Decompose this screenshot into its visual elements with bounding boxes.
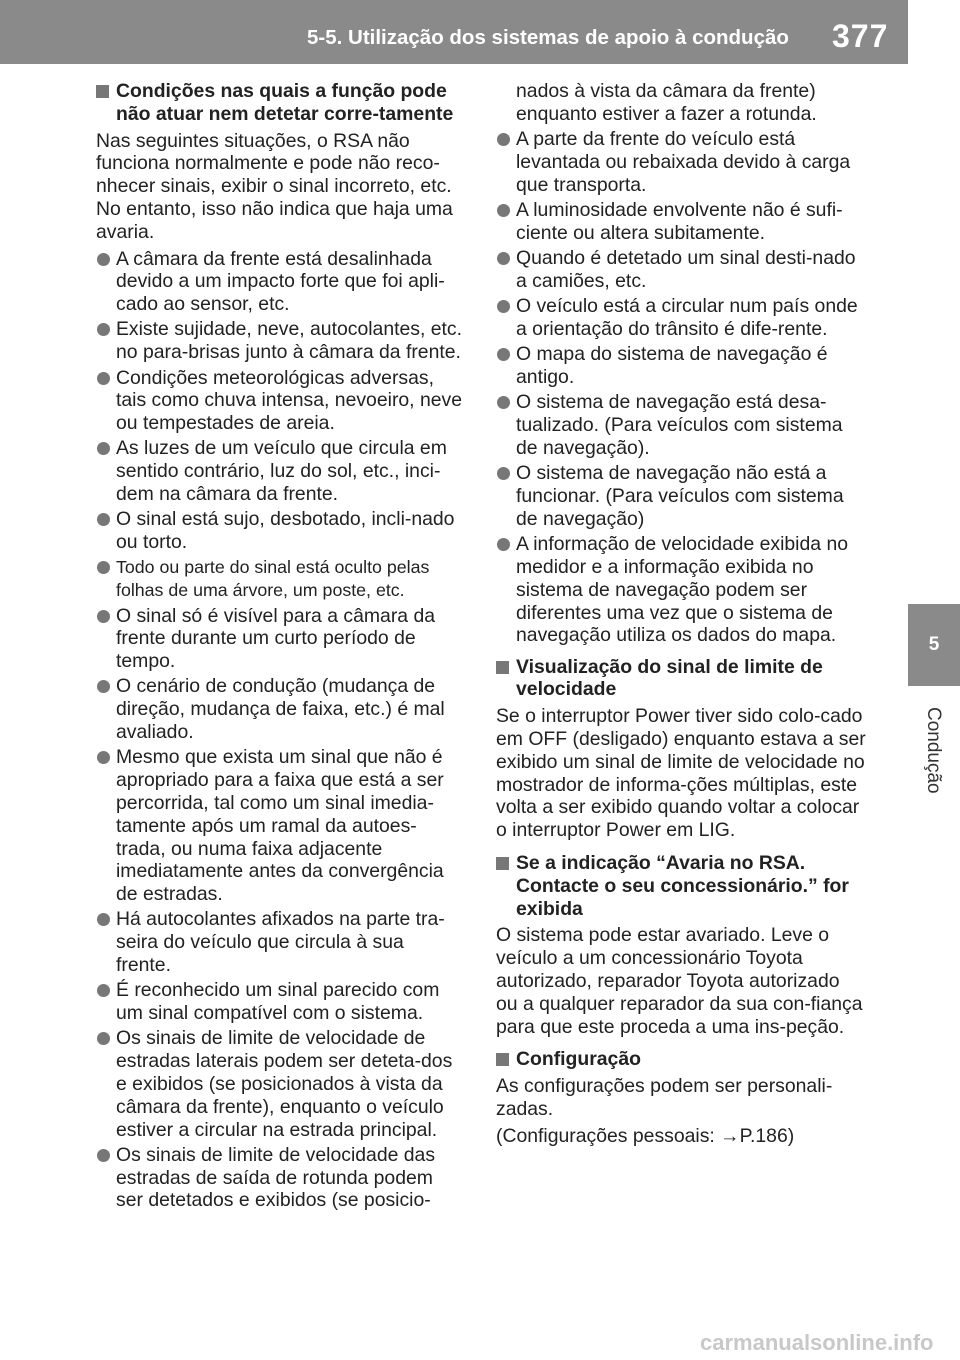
list-item: A informação de velocidade exibida no medidor e a informação exibida no sistema de navegação podem ser diferentes uma vez que o sistema de navegação utiliza os dados do mapa. [496, 533, 866, 647]
page-number: 377 [832, 18, 889, 54]
list-item: Mesmo que exista um sinal que não é apropriado para a faixa que está a ser percorrida, tal como um sinal imedia-tamente após um ramal da autoes-trada, ou numa faixa adjacente imediatamente antes da convergência de estradas. [96, 746, 464, 906]
list-item: Os sinais de limite de velocidade de estradas laterais podem ser deteta-dos e exibidos (se posicionados à vista da câmara da frente), enquanto o veículo estiver a circular na estrada principal. [96, 1027, 464, 1141]
header-bar [0, 0, 908, 64]
section-text: Se o interruptor Power tiver sido colo-cado em OFF (desligado) enquanto estava a ser exibido um sinal de limite de velocidade no mostrador de informa-ções múltiplas, este volta a ser exibido quando voltar a colocar o interruptor Power em LIG. [496, 705, 866, 842]
section-text: O sistema pode estar avariado. Leve o veículo a um concessionário Toyota autorizado, reparador Toyota autorizado ou a qualquer reparador da sua con-fiança para que este proceda a uma ins-peção. [496, 924, 863, 1038]
list-item: As luzes de um veículo que circula em sentido contrário, luz do sol, etc., inci-dem na câmara da frente. [96, 437, 464, 505]
section-intro: Nas seguintes situações, o RSA não funciona normalmente e pode não reco-nhecer sinais, exibir o sinal incorreto, etc. No entanto, isso não indica que haja uma avaria. [96, 129, 453, 243]
page-reference: (Configurações pessoais: →P.186) [496, 1124, 795, 1147]
list-item: O sinal só é visível para a câmara da frente durante um curto período de tempo. [96, 605, 464, 673]
list-item: O sistema de navegação não está a funcionar. (Para veículos com sistema de navegação) [496, 462, 866, 530]
list-item-continuation: nados à vista da câmara da frente) enquanto estiver a fazer a rotunda. [516, 80, 817, 125]
list-item: O mapa do sistema de navegação é antigo. [496, 343, 866, 389]
section-heading: Se a indicação “Avaria no RSA. Contacte o seu concessionário.” for exibida [496, 852, 866, 920]
list-item: O sistema de navegação está desa-tualizado. (Para veículos com sistema de navegação). [496, 391, 866, 459]
list-item: A luminosidade envolvente não é sufi-ciente ou altera subitamente. [496, 199, 866, 245]
list-item: Há autocolantes afixados na parte tra-seira do veículo que circula à sua frente. [96, 908, 464, 976]
section-text: As configurações podem ser personali-zadas. [496, 1075, 833, 1120]
list-item: Existe sujidade, neve, autocolantes, etc. no para-brisas junto à câmara da frente. [96, 318, 464, 364]
list-item: É reconhecido um sinal parecido com um sinal compatível com o sistema. [96, 979, 464, 1025]
list-item: O sinal está sujo, desbotado, incli-nado ou torto. [96, 508, 464, 554]
left-column [96, 80, 464, 1215]
section-heading: Visualização do sinal de limite de velocidade [496, 656, 866, 702]
section-title: 5-5. Utilização dos sistemas de apoio à condução [307, 26, 789, 49]
list-item: O cenário de condução (mudança de direção, mudança de faixa, etc.) é mal avaliado. [96, 675, 464, 743]
chapter-label: Condução [923, 706, 944, 794]
list-item: Quando é detetado um sinal desti-nado a camiões, etc. [496, 247, 866, 293]
list-item: O veículo está a circular num país onde a orientação do trânsito é dife-rente. [496, 295, 866, 341]
list-item: A parte da frente do veículo está levantada ou rebaixada devido à carga que transporta. [496, 128, 866, 196]
list-item: Os sinais de limite de velocidade das estradas de saída de rotunda podem ser detetados e exibidos (se posicio- [96, 1144, 464, 1212]
section-heading: Condições nas quais a função pode não atuar nem detetar corre-tamente [96, 80, 464, 126]
right-column [496, 80, 866, 1152]
list-item: Condições meteorológicas adversas, tais como chuva intensa, nevoeiro, neve ou tempestades de areia. [96, 367, 464, 435]
watermark: carmanualsonline.info [700, 1330, 934, 1355]
chapter-tab: 5 [908, 604, 960, 686]
list-item: A câmara da frente está desalinhada devido a um impacto forte que foi apli-cado ao sensor, etc. [96, 248, 464, 316]
section-heading: Configuração [496, 1048, 866, 1071]
list-item: Todo ou parte do sinal está oculto pelas folhas de uma árvore, um poste, etc. [96, 556, 464, 602]
